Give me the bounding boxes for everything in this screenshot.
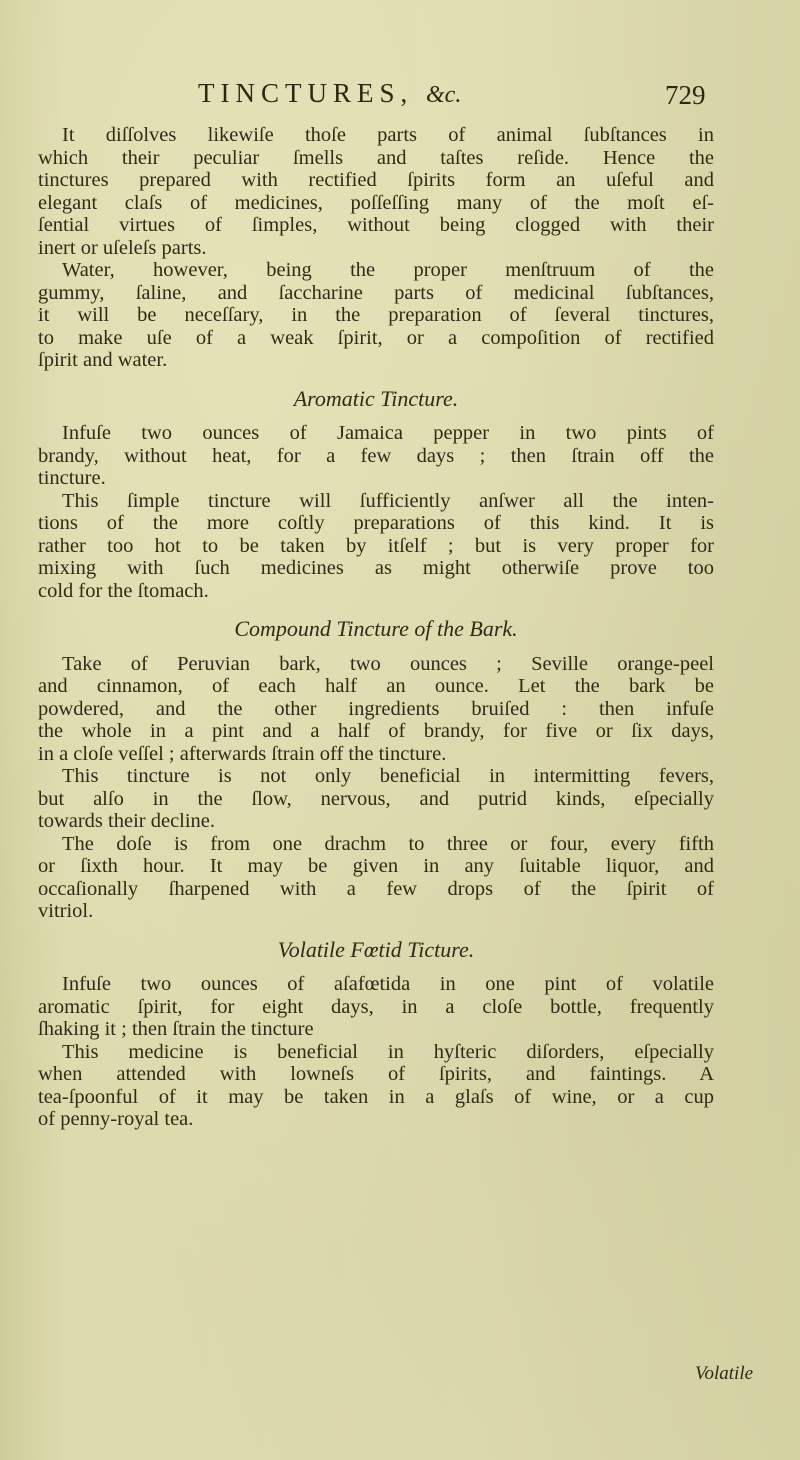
text-line: Infuſe two ounces of Jamaica pepper in two pints of: [62, 422, 714, 444]
text-line: occaſionally ſharpened with a few drops of the ſpirit of: [38, 877, 714, 900]
text-line: tea-ſpoonful of it may be taken in a glaſs of wine, or a cup: [38, 1085, 714, 1108]
text-line: of penny-royal tea.: [38, 1108, 194, 1130]
text-line: Infuſe two ounces of aſafœtida in one pint of volatile: [62, 973, 714, 995]
text-line: towards their decline.: [38, 810, 216, 832]
text-line: It diſſolves likewiſe thoſe parts of animal ſubſtances in: [62, 124, 714, 146]
text-line: in a cloſe veſſel ; afterwards ſtrain off the tincture.: [38, 742, 447, 765]
page-number: 729: [665, 80, 706, 110]
running-head: [38, 78, 714, 118]
text-line: it will be neceſſary, in the preparation of ſeveral tinctures,: [38, 304, 714, 326]
text-line: or ſixth hour. It may be given in any ſuitable liquor, and: [38, 855, 714, 877]
text-line: the whole in a pint and a half of brandy, for five or ſix days,: [38, 720, 714, 742]
body-text: [38, 124, 714, 1131]
paragraph: [38, 833, 714, 923]
running-title-suffix: &c.: [426, 82, 462, 108]
catchword: Volatile: [695, 1363, 754, 1384]
section-heading: Aromatic Tincture.: [293, 385, 459, 411]
paragraph: [38, 422, 714, 490]
text-line: This ſimple tincture will ſufficiently anſwer all the inten-: [62, 489, 714, 512]
running-title-text: TINCTURES,: [198, 78, 414, 108]
paragraph: [38, 1041, 714, 1131]
text-line: rather too hot to be taken by itſelf ; but is very proper for: [38, 534, 714, 557]
text-line: mixing with ſuch medicines as might otherwiſe prove too: [38, 557, 714, 579]
text-line: The doſe is from one drachm to three or four, every fifth: [62, 832, 714, 855]
text-line: tincture.: [38, 467, 106, 489]
text-line: vitriol.: [38, 900, 94, 922]
text-line: Water, however, being the proper menſtruum of the: [62, 259, 714, 281]
running-title: [198, 78, 461, 109]
paragraph: [38, 490, 714, 603]
section-volatile-foetid-tincture: [38, 936, 714, 1131]
text-line: ſpirit and water.: [38, 349, 168, 371]
text-line: tions of the more coſtly preparations of this kind. It is: [38, 512, 714, 534]
text-line: aromatic ſpirit, for eight days, in a cloſe bottle, frequently: [38, 995, 714, 1018]
text-line: gummy, ſaline, and ſaccharine parts of medicinal ſubſtances,: [38, 281, 714, 304]
text-line: brandy, without heat, for a few days ; then ſtrain off the: [38, 444, 714, 467]
section-compound-tincture-of-bark: [38, 618, 714, 923]
text-line: Take of Peruvian bark, two ounces ; Seville orange-peel: [62, 652, 714, 675]
section-aromatic-tincture: [38, 385, 714, 603]
paragraph: [38, 653, 714, 766]
text-line: elegant claſs of medicines, poſſeſſing many of the moſt eſ-: [38, 191, 714, 214]
text-line: This tincture is not only beneficial in intermitting fevers,: [62, 765, 714, 787]
paragraph: [38, 973, 714, 1041]
text-line: and cinnamon, of each half an ounce. Let the bark be: [38, 675, 714, 697]
text-line: tinctures prepared with rectified ſpirits form an uſeful and: [38, 169, 714, 191]
text-line: ſhaking it ; then ſtrain the tincture: [38, 1018, 314, 1040]
text-line: to make uſe of a weak ſpirit, or a compoſition of rectified: [38, 326, 714, 349]
text-line: when attended with lowneſs of ſpirits, and faintings. A: [38, 1063, 714, 1085]
text-line: powdered, and the other ingredients bruiſed : then infuſe: [38, 697, 714, 720]
section-heading: Compound Tincture of the Bark.: [234, 616, 518, 641]
paragraph: [38, 765, 714, 833]
text-line: which their peculiar ſmells and taſtes reſide. Hence the: [38, 146, 714, 169]
paragraph-intro-2: [38, 259, 714, 372]
text-line: inert or uſeleſs parts.: [38, 236, 207, 259]
text-line: cold for the ſtomach.: [38, 579, 209, 602]
section-heading: Volatile Fœtid Ticture.: [277, 936, 475, 962]
text-line: This medicine is beneficial in hyſteric diſorders, eſpecially: [62, 1040, 714, 1063]
text-line: but alſo in the ſlow, nervous, and putrid kinds, eſpecially: [38, 787, 714, 810]
text-line: ſential virtues of ſimples, without being clogged with their: [38, 214, 714, 236]
paragraph-intro-1: [38, 124, 714, 259]
